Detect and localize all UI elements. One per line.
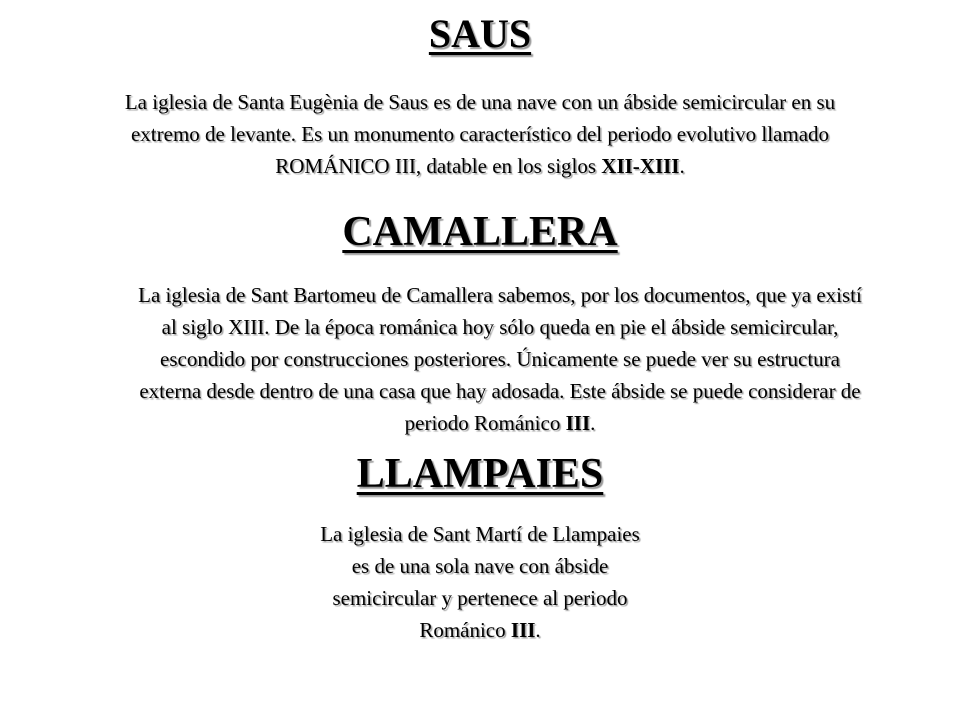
text-fragment: .	[679, 154, 685, 178]
paragraph-line-last	[0, 150, 960, 182]
paragraph-line-last	[230, 614, 730, 646]
paragraph-llampaies	[230, 518, 730, 646]
text-fragment: Románico	[419, 618, 511, 642]
text-fragment: periodo Románico	[404, 411, 566, 435]
section-title-saus: SAUS	[428, 11, 532, 56]
bold-century: XII-XIII	[601, 154, 680, 178]
paragraph-line: La iglesia de Santa Eugènia de Saus es de una nave con un ábside semicircular en su	[124, 90, 836, 114]
paragraph-line: es de una sola nave con ábside	[351, 554, 609, 578]
paragraph-line: externa desde dentro de una casa que hay adosada. Este ábside se puede considerar de	[139, 379, 861, 403]
paragraph-line: La iglesia de Sant Bartomeu de Camallera sabemos, por los documentos, que ya existí	[138, 283, 862, 307]
paragraph-line: al siglo XIII. De la época románica hoy sólo queda en pie el ábside semicircular,	[161, 315, 839, 339]
bold-century: III	[565, 411, 591, 435]
paragraph-line-last	[20, 407, 960, 439]
text-fragment: .	[535, 618, 541, 642]
paragraph-line: escondido por construcciones posteriores. Únicamente se puede ver su estructura	[160, 347, 840, 371]
paragraph-line: La iglesia de Sant Martí de Llampaies	[320, 522, 640, 546]
paragraph-line: extremo de levante. Es un monumento característico del periodo evolutivo llamado	[130, 122, 830, 146]
text-fragment: ROMÁNICO III, datable en los siglos	[275, 154, 602, 178]
paragraph-saus	[0, 86, 960, 182]
paragraph-camallera	[20, 279, 960, 439]
section-title-camallera: CAMALLERA	[342, 209, 618, 255]
text-fragment: .	[590, 411, 596, 435]
paragraph-line: semicircular y pertenece al periodo	[332, 586, 628, 610]
section-title-llampaies: LLAMPAIES	[356, 451, 604, 497]
bold-century: III	[510, 618, 536, 642]
